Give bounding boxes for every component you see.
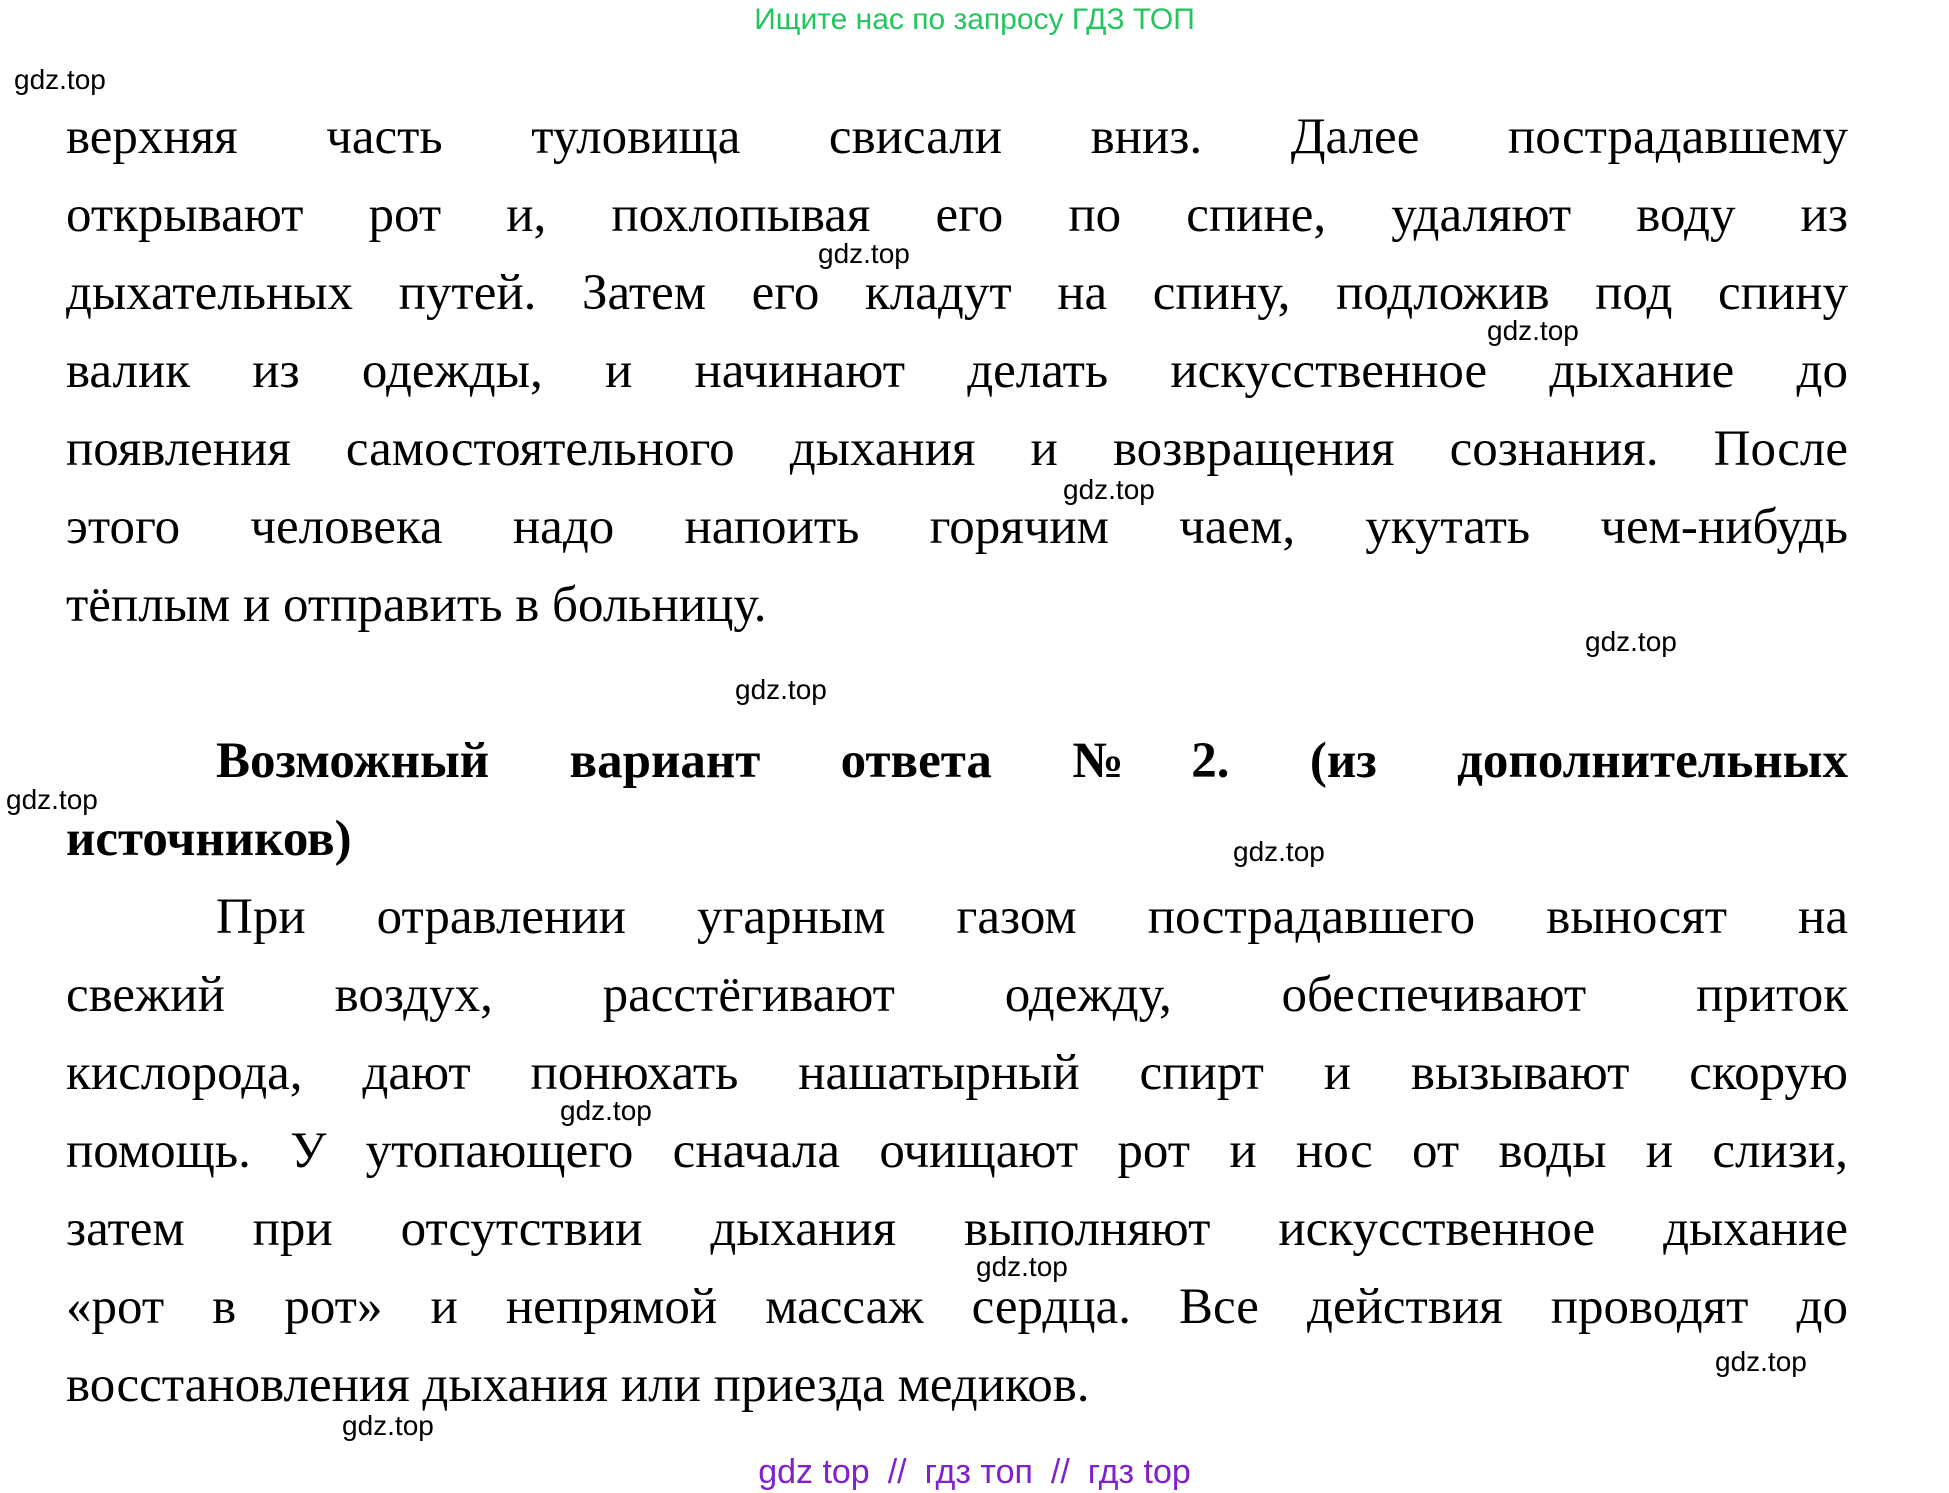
watermark: gdz.top [976, 1251, 1068, 1282]
paragraph-1 [66, 98, 1848, 644]
text-line: затем при отсутствии дыхания выполняют искусственное дыхание [66, 1201, 1848, 1257]
heading-line: Возможный вариант ответа №2. (из дополнительных [216, 733, 1848, 789]
text-line: помощь. У утопающего сначала очищают рот и нос от воды и слизи, [66, 1123, 1848, 1179]
watermark: gdz.top [560, 1095, 652, 1126]
watermark: gdz.top [1487, 315, 1579, 346]
answer-heading [66, 722, 1848, 878]
watermark: gdz.top [1585, 626, 1677, 657]
footer-separator: // [1050, 1453, 1070, 1491]
watermark: gdz.top [1063, 474, 1155, 505]
text-line: валик из одежды, и начинают делать искусственное дыхание до [66, 343, 1848, 399]
text-line: тёплым и отправить в больницу. [66, 577, 767, 633]
text-line: появления самостоятельного дыхания и возвращения сознания. После [66, 421, 1848, 477]
text-line: восстановления дыхания или приезда медиков. [66, 1357, 1090, 1413]
watermark: gdz.top [818, 238, 910, 269]
watermark: gdz.top [1233, 836, 1325, 867]
footer-link-gdz-top-mixed[interactable]: гдз top [1087, 1453, 1191, 1491]
text-line: этого человека надо напоить горячим чаем, укутать чем-нибудь [66, 499, 1848, 555]
text-line: дыхательных путей. Затем его кладут на спину, подложив под спину [66, 265, 1848, 321]
watermark: gdz.top [735, 674, 827, 705]
footer-link-gdz-top-ru[interactable]: гдз топ [924, 1453, 1033, 1491]
watermark: gdz.top [342, 1410, 434, 1441]
search-banner: Ищите нас по запросу ГДЗ ТОП [754, 3, 1195, 36]
text-line: свежий воздух, расстёгивают одежду, обеспечивают приток [66, 967, 1848, 1023]
watermark: gdz.top [6, 784, 98, 815]
text-line: верхняя часть туловища свисали вниз. Далее пострадавшему [66, 109, 1848, 165]
text-line: «рот в рот» и непрямой массаж сердца. Все действия проводят до [66, 1279, 1848, 1335]
footer-separator: // [887, 1453, 907, 1491]
text-line: кислорода, дают понюхать нашатырный спирт и вызывают скорую [66, 1045, 1848, 1101]
footer-link-gdz-top[interactable]: gdz top [758, 1453, 870, 1491]
heading-line: источников) [66, 811, 352, 867]
text-line: открывают рот и, похлопывая его по спине, удаляют воду из [66, 187, 1848, 243]
text-line: При отравлении угарным газом пострадавшего выносят на [216, 889, 1848, 945]
watermark: gdz.top [1715, 1346, 1807, 1377]
paragraph-2 [66, 878, 1848, 1424]
watermark: gdz.top [14, 64, 106, 95]
footer-links [0, 1452, 1949, 1492]
